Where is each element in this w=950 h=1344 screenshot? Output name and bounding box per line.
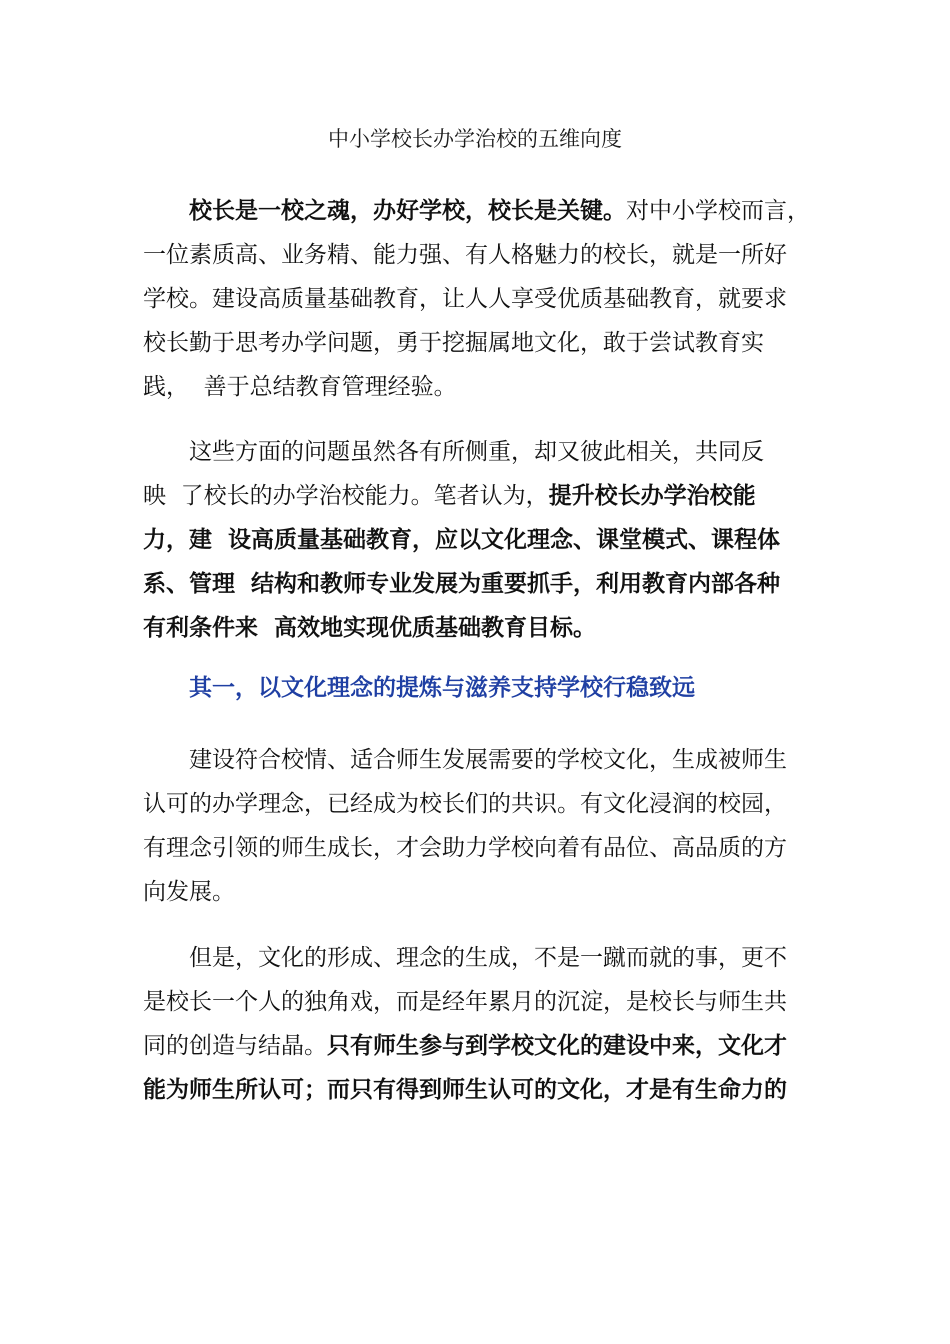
plain-text: 同的创造与结晶。 bbox=[143, 1033, 327, 1059]
paragraph-2-line-1: 这些方面的问题虽然各有所侧重，却又彼此相关，共同反 bbox=[189, 439, 764, 465]
paragraph-4-line-2: 是校长一个人的独角戏，而是经年累月的沉淀，是校长与师生共 bbox=[143, 989, 787, 1015]
paragraph-4-line-4: 能为师生所认可；而只有得到师生认可的文化，才是有生命力的 bbox=[143, 1077, 787, 1103]
paragraph-1-line-4: 校长勤于思考办学问题，勇于挖掘属地文化，敢于尝试教育实 bbox=[143, 330, 764, 356]
paragraph-4-line-1: 但是，文化的形成、理念的生成，不是一蹴而就的事，更不 bbox=[189, 945, 787, 971]
paragraph-1-line-5: 践， 善于总结教育管理经验。 bbox=[143, 374, 457, 400]
document-title: 中小学校长办学治校的五维向度 bbox=[328, 127, 622, 151]
paragraph-3-line-2: 认可的办学理念，已经成为校长们的共识。有文化浸润的校园， bbox=[143, 791, 787, 817]
paragraph-1-line-3: 学校。建设高质量基础教育，让人人享受优质基础教育，就要求 bbox=[143, 286, 787, 312]
paragraph-3-line-1: 建设符合校情、适合师生发展需要的学校文化，生成被师生 bbox=[189, 747, 787, 773]
paragraph-2-line-4: 系、管理 结构和教师专业发展为重要抓手，利用教育内部各种 bbox=[143, 571, 781, 597]
plain-text: 映 了校长的办学治校能力。笔者认为， bbox=[143, 483, 549, 509]
section-heading: 其一，以文化理念的提炼与滋养支持学校行稳致远 bbox=[189, 675, 695, 701]
paragraph-1-line-1 bbox=[189, 195, 810, 227]
bold-lead-sentence: 校长是一校之魂，办好学校，校长是关键。 bbox=[189, 198, 626, 224]
paragraph-3-line-4: 向发展。 bbox=[143, 879, 235, 905]
paragraph-2-line-2 bbox=[143, 480, 756, 512]
bold-text: 提升校长办学治校能 bbox=[548, 483, 756, 509]
bold-text: 只有师生参与到学校文化的建设中来，文化才 bbox=[327, 1033, 787, 1059]
plain-text: 对中小学校而言， bbox=[626, 198, 810, 224]
paragraph-2-line-5: 有利条件来 高效地实现优质基础教育目标。 bbox=[143, 615, 597, 641]
paragraph-2-line-3: 力，建 设高质量基础教育，应以文化理念、课堂模式、课程体 bbox=[143, 527, 781, 553]
paragraph-4-line-3 bbox=[143, 1030, 787, 1062]
paragraph-3-line-3: 有理念引领的师生成长，才会助力学校向着有品位、高品质的方 bbox=[143, 835, 787, 861]
paragraph-1-line-2: 一位素质高、业务精、能力强、有人格魅力的校长，就是一所好 bbox=[143, 242, 787, 268]
